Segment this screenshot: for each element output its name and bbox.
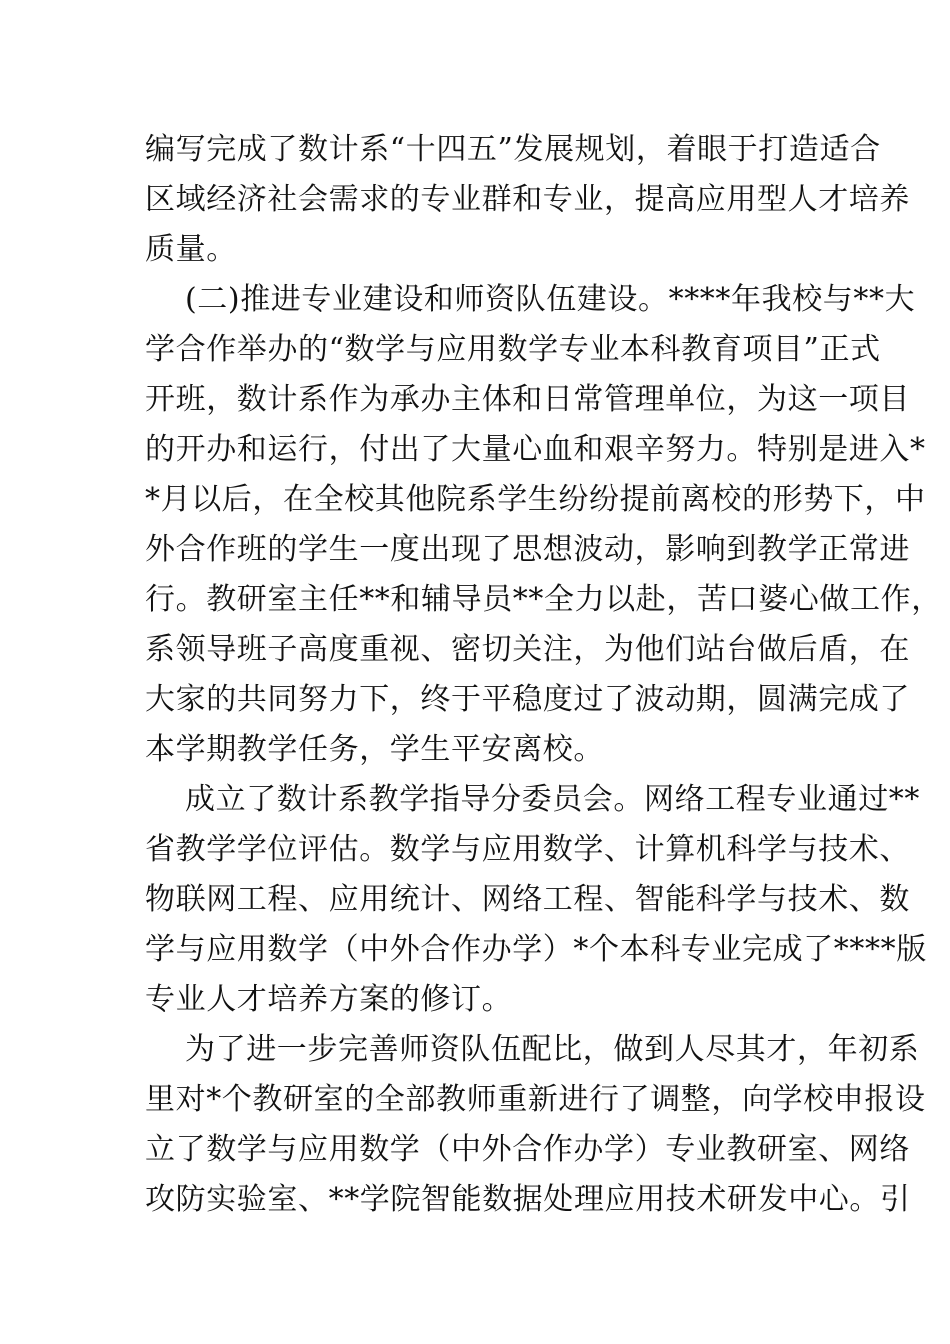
text-line: 物联网工程、应用统计、网络工程、智能科学与技术、数 [145, 882, 910, 917]
text-line: 编写完成了数计系“十四五”发展规划，着眼于打造适合 [145, 132, 881, 167]
text-line: 为了进一步完善师资队伍配比，做到人尽其才，年初系 [185, 1032, 920, 1067]
text-line: 大家的共同努力下，终于平稳度过了波动期，圆满完成了 [145, 682, 910, 717]
text-line: 学与应用数学（中外合作办学）*个本科专业完成了****版 [145, 932, 927, 967]
text-line: 的开办和运行，付出了大量心血和艰辛努力。特别是进入* [145, 432, 926, 467]
text-line: 开班，数计系作为承办主体和日常管理单位，为这一项目 [145, 382, 910, 417]
text-line: 专业人才培养方案的修订。 [145, 982, 513, 1017]
text-line: 里对*个教研室的全部教师重新进行了调整，向学校申报设 [145, 1082, 926, 1117]
text-line: 学合作举办的“数学与应用数学专业本科教育项目”正式 [145, 332, 881, 367]
text-line: 成立了数计系教学指导分委员会。网络工程专业通过** [185, 782, 920, 817]
text-line: 质量。 [145, 232, 237, 267]
text-line: 攻防实验室、**学院智能数据处理应用技术研发中心。引 [145, 1182, 911, 1217]
text-line: 系领导班子高度重视、密切关注，为他们站台做后盾，在 [145, 632, 910, 667]
text-line: 本学期教学任务，学生平安离校。 [145, 732, 604, 767]
text-line: *月以后，在全校其他院系学生纷纷提前离校的形势下，中 [145, 482, 926, 517]
section-heading-line: (二)推进专业建设和师资队伍建设。****年我校与**大 [185, 282, 916, 317]
text-line: 立了数学与应用数学（中外合作办学）专业教研室、网络 [145, 1132, 910, 1167]
text-line: 行。教研室主任**和辅导员**全力以赴，苦口婆心做工作， [145, 582, 942, 617]
text-line: 外合作班的学生一度出现了思想波动，影响到教学正常进 [145, 532, 910, 567]
text-line: 省教学学位评估。数学与应用数学、计算机科学与技术、 [145, 832, 910, 867]
text-line: 区域经济社会需求的专业群和专业，提高应用型人才培养 [145, 182, 910, 217]
